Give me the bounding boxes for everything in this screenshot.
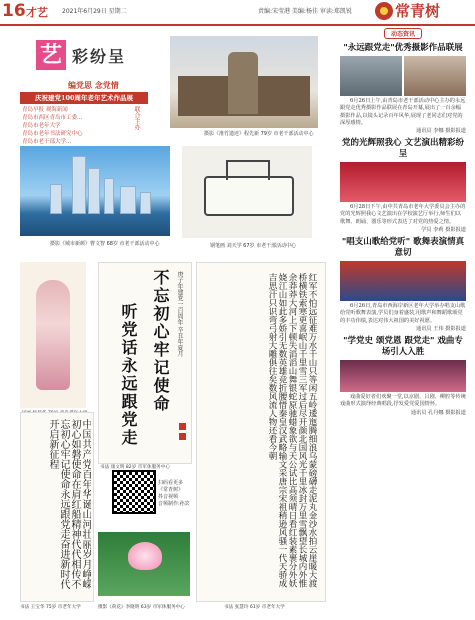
main-calligraphy-caption: 书法 康文明 82岁 市军休服务中心 bbox=[100, 465, 170, 470]
news-photo bbox=[340, 162, 466, 202]
organizer-item: 青岛市老年书法研究中心 bbox=[22, 131, 83, 137]
organizer-item: 青岛市西区青岛市工委... bbox=[22, 115, 83, 121]
seal-stamp-icon bbox=[179, 433, 186, 440]
news-title: "唱支山歌给党听" 歌舞表演情真意切 bbox=[341, 237, 465, 259]
news-title: "永远跟党走"优秀摄影作品联展 bbox=[343, 43, 463, 53]
news-column bbox=[340, 28, 466, 416]
qr-code-icon[interactable] bbox=[112, 470, 156, 514]
news-body: 6月28日下午,由中共青岛市老年大学委员会主办的党的光辉照我心文艺演出在学校演艺厅举行,师生们以歌舞、朗诵、器乐等形式表达了对党的热爱之情。 bbox=[340, 204, 466, 225]
news-photo bbox=[340, 261, 466, 301]
news-body: 6月26日,青岛市西海岸新区老年大学举办唱支山歌给党听歌舞表演,学员们身着盛装,用歌声和舞蹈歌颂党的丰功伟绩,表达对伟大祖国的美好祝愿。 bbox=[340, 303, 466, 324]
news-title: 党的光辉照我心 文艺演出精彩纷呈 bbox=[342, 138, 464, 160]
feature-subtitle: 编党思 念党情 bbox=[68, 80, 119, 90]
qr-caption: 扫码看更多 《常青树》 抖音视频 音频制作:孙宾 bbox=[158, 480, 190, 507]
calligraphy-right-column: 不忘初心牢记使命 bbox=[151, 269, 170, 413]
calligraphy-left-column: 听党话永远跟党走 bbox=[119, 303, 138, 447]
lotus-photo bbox=[98, 532, 190, 596]
news-photos bbox=[340, 56, 466, 96]
news-body: 6月26日上午,由青岛市老干部活动中心主办的永远跟党走优秀摄影作品联展在青岛开幕,展出了一百余幅摄影作品,以镜头记录百年风华,展现了老同志们对党的深厚感情。 bbox=[340, 98, 466, 126]
main-calligraphy bbox=[98, 262, 192, 464]
bottom-left-calligraphy bbox=[20, 412, 94, 602]
poem-calligraphy-caption: 书法 张慧玲 61岁 市老年大学 bbox=[224, 605, 285, 610]
news-title: "学党史 颂党恩 跟党走" 戏曲专场引人入胜 bbox=[343, 335, 463, 357]
poem-text: 红军不怕远征难万水千山只等闲五岭逶迤腾细浪乌蒙磅礴走泥丸金沙水拍云崖暖大渡桥横铁索寒更喜岷山千里雪三军过后尽开颜北国风光千里冰封万里雪飘望长城内外惟余莽莽大河上下顿失滔滔山舞银蛇原驰蜡象欲与天公试比高须晴日看红装素裹分外妖娆江山如此多娇引无数英雄竞折腰惜秦皇汉武略输文采唐宗宋祖稍逊风骚一代天骄成吉思汗只识弯弓射大雕俱往矣数风流人物还看今朝 bbox=[267, 273, 317, 588]
issue-date: 2021年6月29日 星期二 bbox=[62, 8, 127, 15]
feature-tag: 艺 bbox=[36, 40, 66, 70]
boat-sketch-caption: 钢笔画 刘天学 67岁 市老干部活动中心 bbox=[210, 243, 297, 249]
figure-painting bbox=[20, 262, 86, 408]
bottom-left-calligraphy-text: 中国共产党百年华诞山河壮丽岁月峥嵘初心如磐使命在肩红船精神代代相传不忘初心牢记使命永远跟党走奋进新时代开启新征程 bbox=[47, 419, 91, 589]
calligraphy-inscription: 庚子年建党一百周年 辛丑年夏月 bbox=[176, 271, 183, 357]
skyline-photo bbox=[20, 146, 170, 236]
seal-stamp-icon bbox=[179, 423, 186, 430]
news-credit: 通讯员 孔丹娜 摄影报道 bbox=[410, 409, 466, 416]
news-credit: 通讯员 王伟 摄影报道 bbox=[416, 325, 466, 332]
news-credit: 通讯员 李娜 摄影报道 bbox=[416, 128, 466, 135]
news-photo bbox=[340, 360, 466, 392]
editor-credits: 责编:宋莹港 美编:杨佳 审读:郑凯锐 bbox=[258, 8, 352, 15]
newspaper-name: 常青树 bbox=[395, 2, 441, 20]
organizer-item: 青岛市老年大学 bbox=[22, 123, 61, 129]
news-section-head: 动态资讯 bbox=[340, 28, 466, 39]
newspaper-logo-icon bbox=[375, 2, 393, 20]
monument-photo bbox=[170, 36, 318, 128]
bottom-left-calligraphy-caption: 书法 王宝华 75岁 市老年大学 bbox=[20, 605, 81, 610]
boat-sketch bbox=[182, 146, 312, 238]
skyline-photo-caption: 摄影《城市新颜》曹文智 68岁 市老干部活动中心 bbox=[50, 241, 160, 247]
poem-calligraphy bbox=[196, 262, 326, 602]
news-credit: 学员 李莉 摄影报道 bbox=[421, 227, 466, 234]
co-host-label: 联合主办 bbox=[133, 106, 140, 130]
organizer-item: 青岛市老干部大学... bbox=[22, 139, 72, 145]
organizer-list bbox=[22, 106, 83, 146]
feature-title: 彩纷呈 bbox=[72, 47, 127, 66]
lotus-caption: 摄影《荷花》李晓明 63岁 市军休服务中心 bbox=[98, 605, 185, 610]
news-body: 戏曲爱好者们欢聚一堂,以京剧、吕剧、柳腔等传统戏曲形式演绎经典唱段,抒发爱党爱国情怀。 bbox=[340, 393, 466, 408]
section-name: 才艺 bbox=[26, 6, 48, 19]
page-number: 16 bbox=[2, 1, 26, 21]
monument-photo-caption: 摄影《淮竹遗迹》程先新 79岁 市老干部活动中心 bbox=[204, 131, 314, 137]
organizer-heading: 庆祝建党100周年老年艺术作品展 bbox=[20, 92, 148, 104]
organizer-item: 青岛早报 观海新闻 bbox=[22, 107, 68, 113]
